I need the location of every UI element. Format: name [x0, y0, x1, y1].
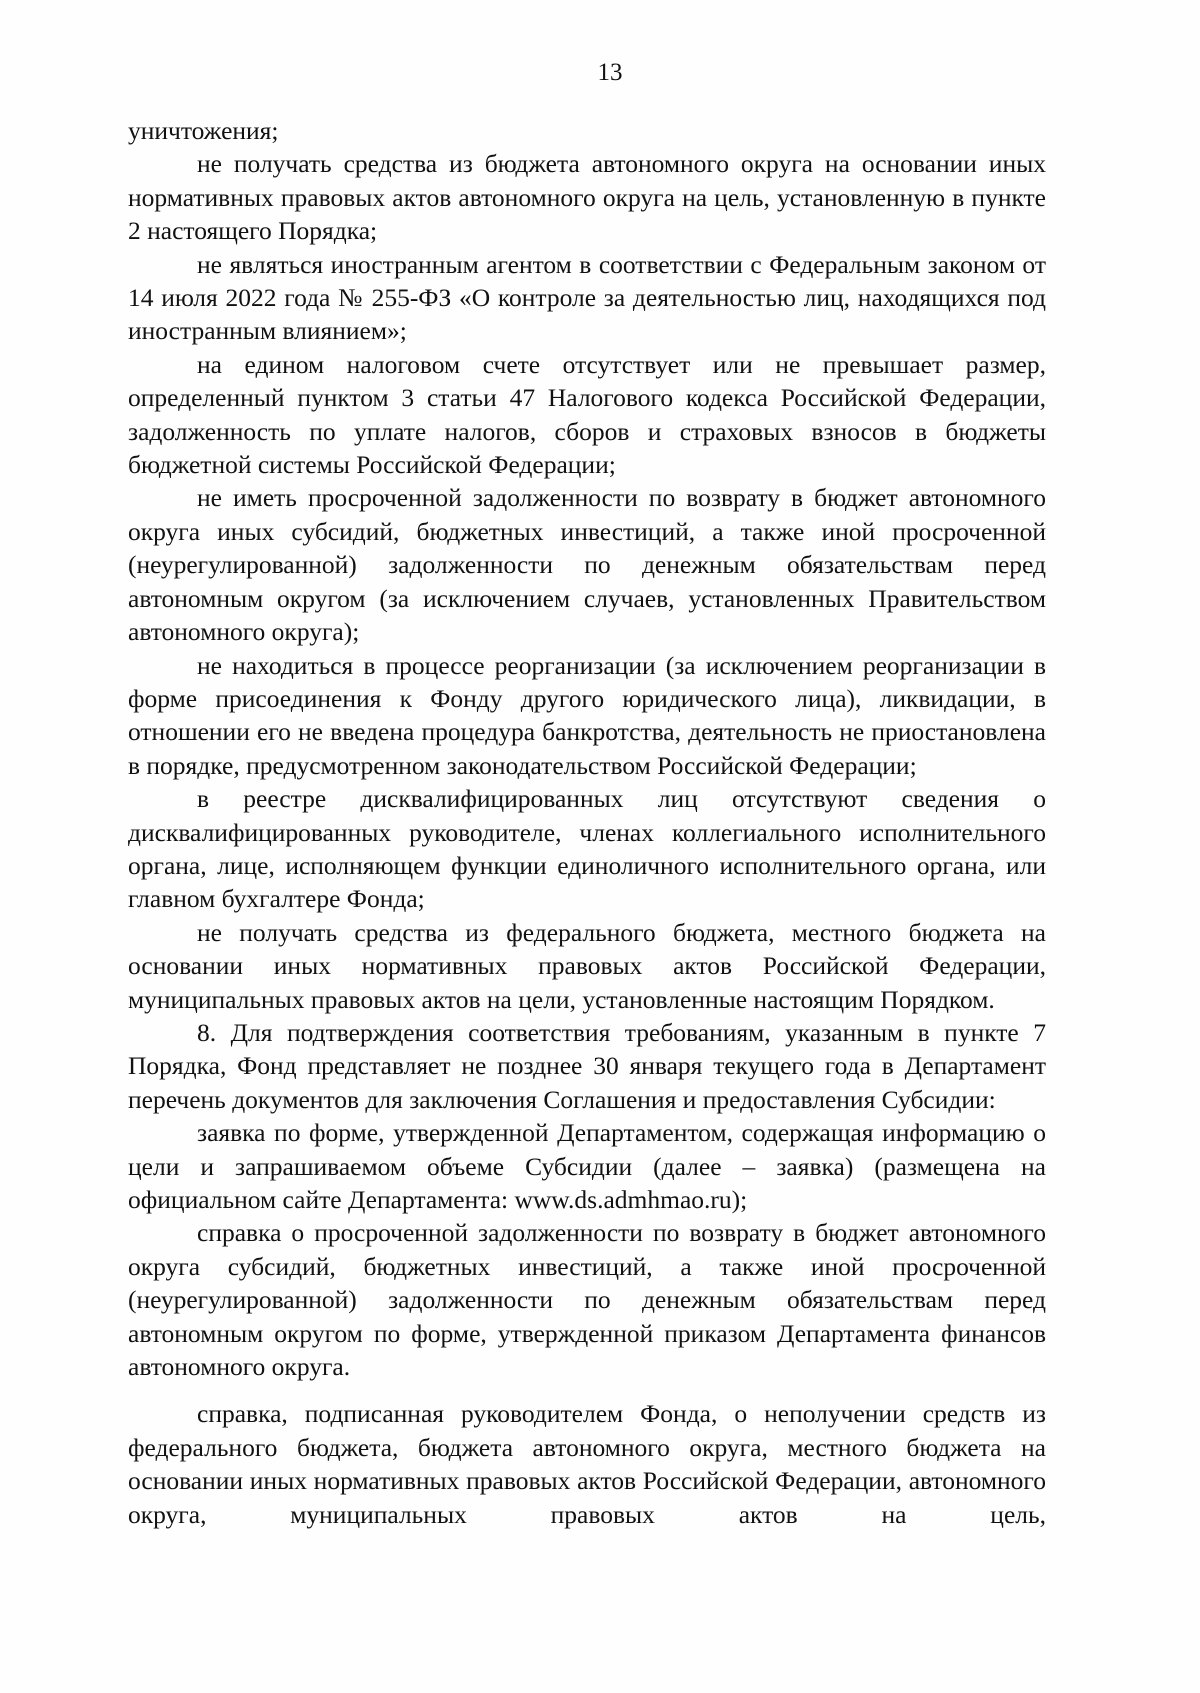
page-number: 13 [597, 59, 623, 86]
paragraph-clause-8: 8. Для подтверждения соответствия требованиям, указанным в пункте 7 Порядка, Фонд представляет не позднее 30 января текущего года в Департамент перечень документов для заключения Соглашения и предоставления Субсидии: [128, 1017, 1046, 1114]
paragraph-requirement-no-federal-funds: не получать средства из федерального бюджета, местного бюджета на основании иных нормативных правовых актов Российской Федерации, муниципальных правовых актов на цели, установленные настоящим Порядком. [128, 917, 1046, 1014]
paragraph-requirement-tax-debt: на едином налоговом счете отсутствует или не превышает размер, определенный пунктом 3 статьи 47 Налогового кодекса Российской Федерации, задолженность по уплате налогов, сборов и страховых взносов в бюджеты бюджетной системы Российской Федерации; [128, 349, 1046, 480]
paragraph-continuation: уничтожения; [128, 116, 279, 145]
document-body [128, 114, 1046, 1531]
paragraph-signed-certificate: справка, подписанная руководителем Фонда, о неполучении средств из федерального бюджета, бюджета автономного округа, местного бюджета на основании иных нормативных правовых актов Российской Федерации, автономного округа, муниципальных правовых актов на цель, [128, 1399, 1046, 1529]
paragraph-requirement-overdue-debt: не иметь просроченной задолженности по возврату в бюджет автономного округа иных субсидий, бюджетных инвестиций, а также иной просроченной (неурегулированной) задолженности по денежным обязательствам перед автономным округом (за исключением случаев, установленных Правительством автономного округа); [128, 483, 1046, 647]
paragraph-requirement-disqualified-persons: в реестре дисквалифицированных лиц отсутствуют сведения о дисквалифицированных руководителе, членах коллегиального исполнительного органа, лице, исполняющем функции единоличного исполнительного органа, или главном бухгалтере Фонда; [128, 784, 1046, 914]
paragraph-requirement-no-other-funds: не получать средства из бюджета автономного округа на основании иных нормативных правовых актов автономного округа на цель, установленную в пункте 2 настоящего Порядка; [128, 149, 1046, 246]
paragraph-debt-certificate: справка о просроченной задолженности по возврату в бюджет автономного округа субсидий, бюджетных инвестиций, а также иной просроченной (неурегулированной) задолженности по денежным обязательствам перед автономным округом по форме, утвержденной приказом Департамента финансов автономного округа. [128, 1218, 1046, 1382]
paragraph-requirement-not-foreign-agent: не являться иностранным агентом в соответствии с Федеральным законом от 14 июля 2022 года № 255-ФЗ «О контроле за деятельностью лиц, находящихся под иностранным влиянием»; [128, 249, 1046, 346]
paragraph-application: заявка по форме, утвержденной Департаментом, содержащая информацию о цели и запрашиваемом объеме Субсидии (далее – заявка) (размещена на официальном сайте Департамента: www.ds.admhmao.ru); [128, 1118, 1046, 1214]
paragraph-requirement-no-reorganization: не находиться в процессе реорганизации (за исключением реорганизации в форме присоединения к Фонду другого юридического лица), ликвидации, в отношении его не введена процедура банкротства, деятельность не приостановлена в порядке, предусмотренном законодательством Российской Федерации; [128, 650, 1046, 780]
